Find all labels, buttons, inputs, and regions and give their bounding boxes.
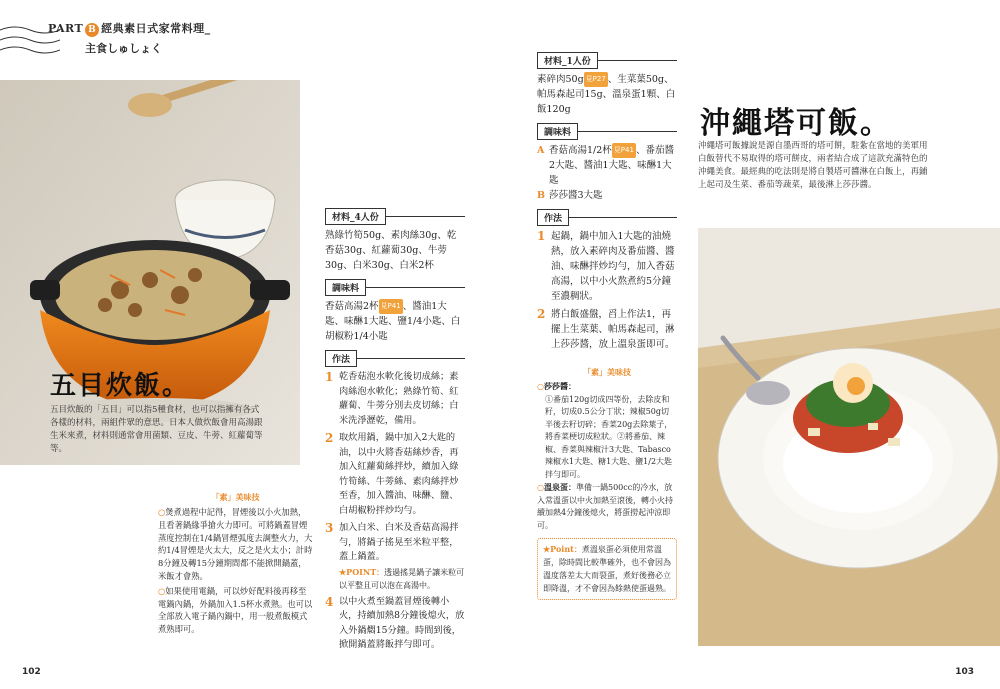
tips-box-left: [158, 485, 313, 636]
dish-title-taco-rice: 沖繩塔可飯。: [700, 106, 892, 141]
seasoning-label: 調味料: [325, 279, 366, 296]
page-ref: 見P41: [379, 299, 403, 314]
recipe-column-left: [325, 208, 465, 656]
dish-intro-gomoku: 五目炊飯的「五目」可以指5種食材，也可以指擁有各式各樣的材料，兩組件眾的意思。日本人做炊飯會用高湯跟生米來煮，材料則通常會用菌類、豆皮、牛蒡、紅蘿蔔等等。: [50, 405, 263, 454]
step-item: 4 以中火煮至鍋蓋冒煙後轉小火，持續加熱8分鐘後熄火，放入外鍋燜15分鐘。時間到後，掀開鍋蓋將飯拌勻即可。: [325, 594, 465, 650]
tips-box-right: 「素」美味技 ○莎莎醬： ①番茄120g切成四等份，去除皮和籽，切成0.5公分丁狀；辣椒50g切半後去籽切碎；香菜20g去除葉子，將香菜梗切成粒狀。②將番茄、辣椒、香菜與辣椒汁3大匙、Tabasco辣椒水1大匙、糖1大匙、鹽1/2大匙拌勻即可。 ○溫泉蛋：準備一鍋500cc的冷水，放入常溫蛋以中火加熱至滾後，轉小火持續加熱4分鐘後熄火，將蛋撈起沖涼即可。 ★Point：煮溫泉蛋必須使用常溫蛋，除時間比較準確外，也不會因為溫度落差太大而裂蛋，煮好後務必立即降溫，才不會因為餘熱使蛋過熟。: [537, 360, 677, 600]
method-label: 作法: [537, 209, 569, 226]
part-number-badge: B: [85, 23, 99, 37]
ingredients-label: 材料_4人份: [325, 208, 386, 225]
ingredients-label: 材料_1人份: [537, 52, 598, 69]
dish-title-gomoku: 五目炊飯。: [50, 371, 191, 401]
tips-tag: 「素」美味技: [583, 367, 631, 377]
steps-list: [537, 229, 677, 352]
taco-rice-photo: [698, 228, 1000, 646]
tip-text: 如果使用電鍋，可以炒好配料後再移至電鍋內鍋，外鍋加入1.5杯水煮熟。也可以全部放入電子鍋內鍋中，用一般煮飯模式煮熟即可。: [158, 585, 313, 635]
step-item: 3 加入白米、白米及香菇高湯拌勻，將鍋子搖晃至米粒平整，蓋上鍋蓋。 ★POINT：透過搖晃鍋子讓米粒可以平整且可以泡在高湯中。: [325, 521, 465, 590]
chapter-header: [48, 20, 211, 37]
dish-intro-taco-rice: 沖繩塔可飯據說是源自墨西哥的塔可餅，駐紮在當地的美軍用白飯替代不易取得的塔可餅皮，兩者結合成了這款充滿特色的沖繩美食。最經典的吃法則是將自製塔可醬淋在白飯上，再鋪上起司及生菜、番茄等蔬菜，最後淋上莎莎醬。: [698, 141, 928, 190]
bullet-icon: ○: [537, 381, 544, 391]
chapter-title: 經典素日式家常料理_: [101, 22, 211, 35]
bullet-icon: ○: [158, 585, 166, 596]
point-box: ★Point：煮溫泉蛋必須使用常溫蛋，除時間比較準確外，也不會因為溫度落差太大而裂蛋，煮好後務必立即降溫，才不會因為餘熱使蛋過熟。: [537, 538, 677, 600]
recipe-column-right: [537, 52, 677, 600]
seasoning-text: 香菇高湯2杯 見P41 、醬油1大匙、味醂1大匙、鹽1/4小匙、白胡椒粉1/4小匙: [325, 301, 461, 342]
step-item: 2 取炊用鍋，鍋中加入2大匙的油，以中火將香菇絲炒香，再加入紅蘿蔔絲拌炒，續加入綠竹筍絲、牛蒡絲、素肉絲拌炒至香，加入醬油、味醂、鹽、白胡椒粉拌炒均勻。: [325, 431, 459, 516]
page-number-left: 102: [22, 667, 41, 677]
method-label: 作法: [325, 350, 357, 367]
step-item: 2 將白飯盛盤，舀上作法1，再擺上生菜葉、帕馬森起司，淋上莎莎醬，放上溫泉蛋即可。: [537, 307, 675, 350]
seasoning-label: 調味料: [537, 123, 578, 140]
tips-tag: 「素」美味技: [211, 492, 260, 502]
step-point: ★POINT：透過搖晃鍋子讓米粒可以平整且可以泡在高湯中。: [339, 566, 465, 590]
seasoning-text: A 香菇高湯1/2杯 見P41 、番茄醬2大匙、醬油1大匙、味醂1大匙 B 莎莎醬3大匙: [537, 145, 674, 201]
page-number-right: 103: [955, 667, 974, 677]
ingredients-text: 素碎肉50g 見P27 、生菜葉50g、帕馬森起司15g、溫泉蛋1顆、白飯120g: [537, 74, 676, 115]
step-item: 1 起鍋，鍋中加入1大匙的油燒熱，放入素碎肉及番茄醬、醬油、味醂拌炒均勻，加入香菇高湯，以中小火熬煮約5分鐘至濃稠狀。: [537, 229, 675, 302]
steps-list: [325, 370, 465, 653]
tip-text: 煲煮過程中記得，冒煙後以小火加熱，且看著鍋緣爭搶火力即可。可將鍋蓋冒煙蒸度控制在1/4鍋冒煙弧度去調整火力，大約1/4冒煙是火太大，反之是火太小；計時8分鐘及轉15分鐘期間都不能掀開鍋蓋，米飯才會熟。: [158, 507, 313, 581]
step-item: 1 乾香菇泡水軟化後切成絲；素肉絲泡水軟化；熟綠竹筍、紅蘿蔔、牛蒡分別去皮切絲；白米洗淨瀝乾，備用。: [325, 370, 459, 426]
tip-text: ①番茄120g切成四等份，去除皮和籽，切成0.5公分丁狀；辣椒50g切半後去籽切碎；香菜20g去除葉子，將香菜梗切成粒狀。②將番茄、辣椒、香菜與辣椒汁3大匙、Tabasco辣椒水1大匙、糖1大匙、鹽1/2大匙拌勻即可。: [545, 394, 673, 479]
chapter-subtitle: 主食しゅしょく: [85, 42, 162, 55]
page-ref: 見P41: [612, 143, 636, 158]
page-ref: 見P27: [584, 72, 608, 87]
bullet-icon: ○: [537, 482, 544, 492]
bullet-icon: ○: [158, 507, 166, 517]
ingredients-text: 熟綠竹筍50g、素肉絲30g、乾香菇30g、紅蘿蔔30g、牛蒡30g、白米30g、白米2杯: [325, 230, 457, 271]
part-label: PART: [48, 22, 84, 35]
